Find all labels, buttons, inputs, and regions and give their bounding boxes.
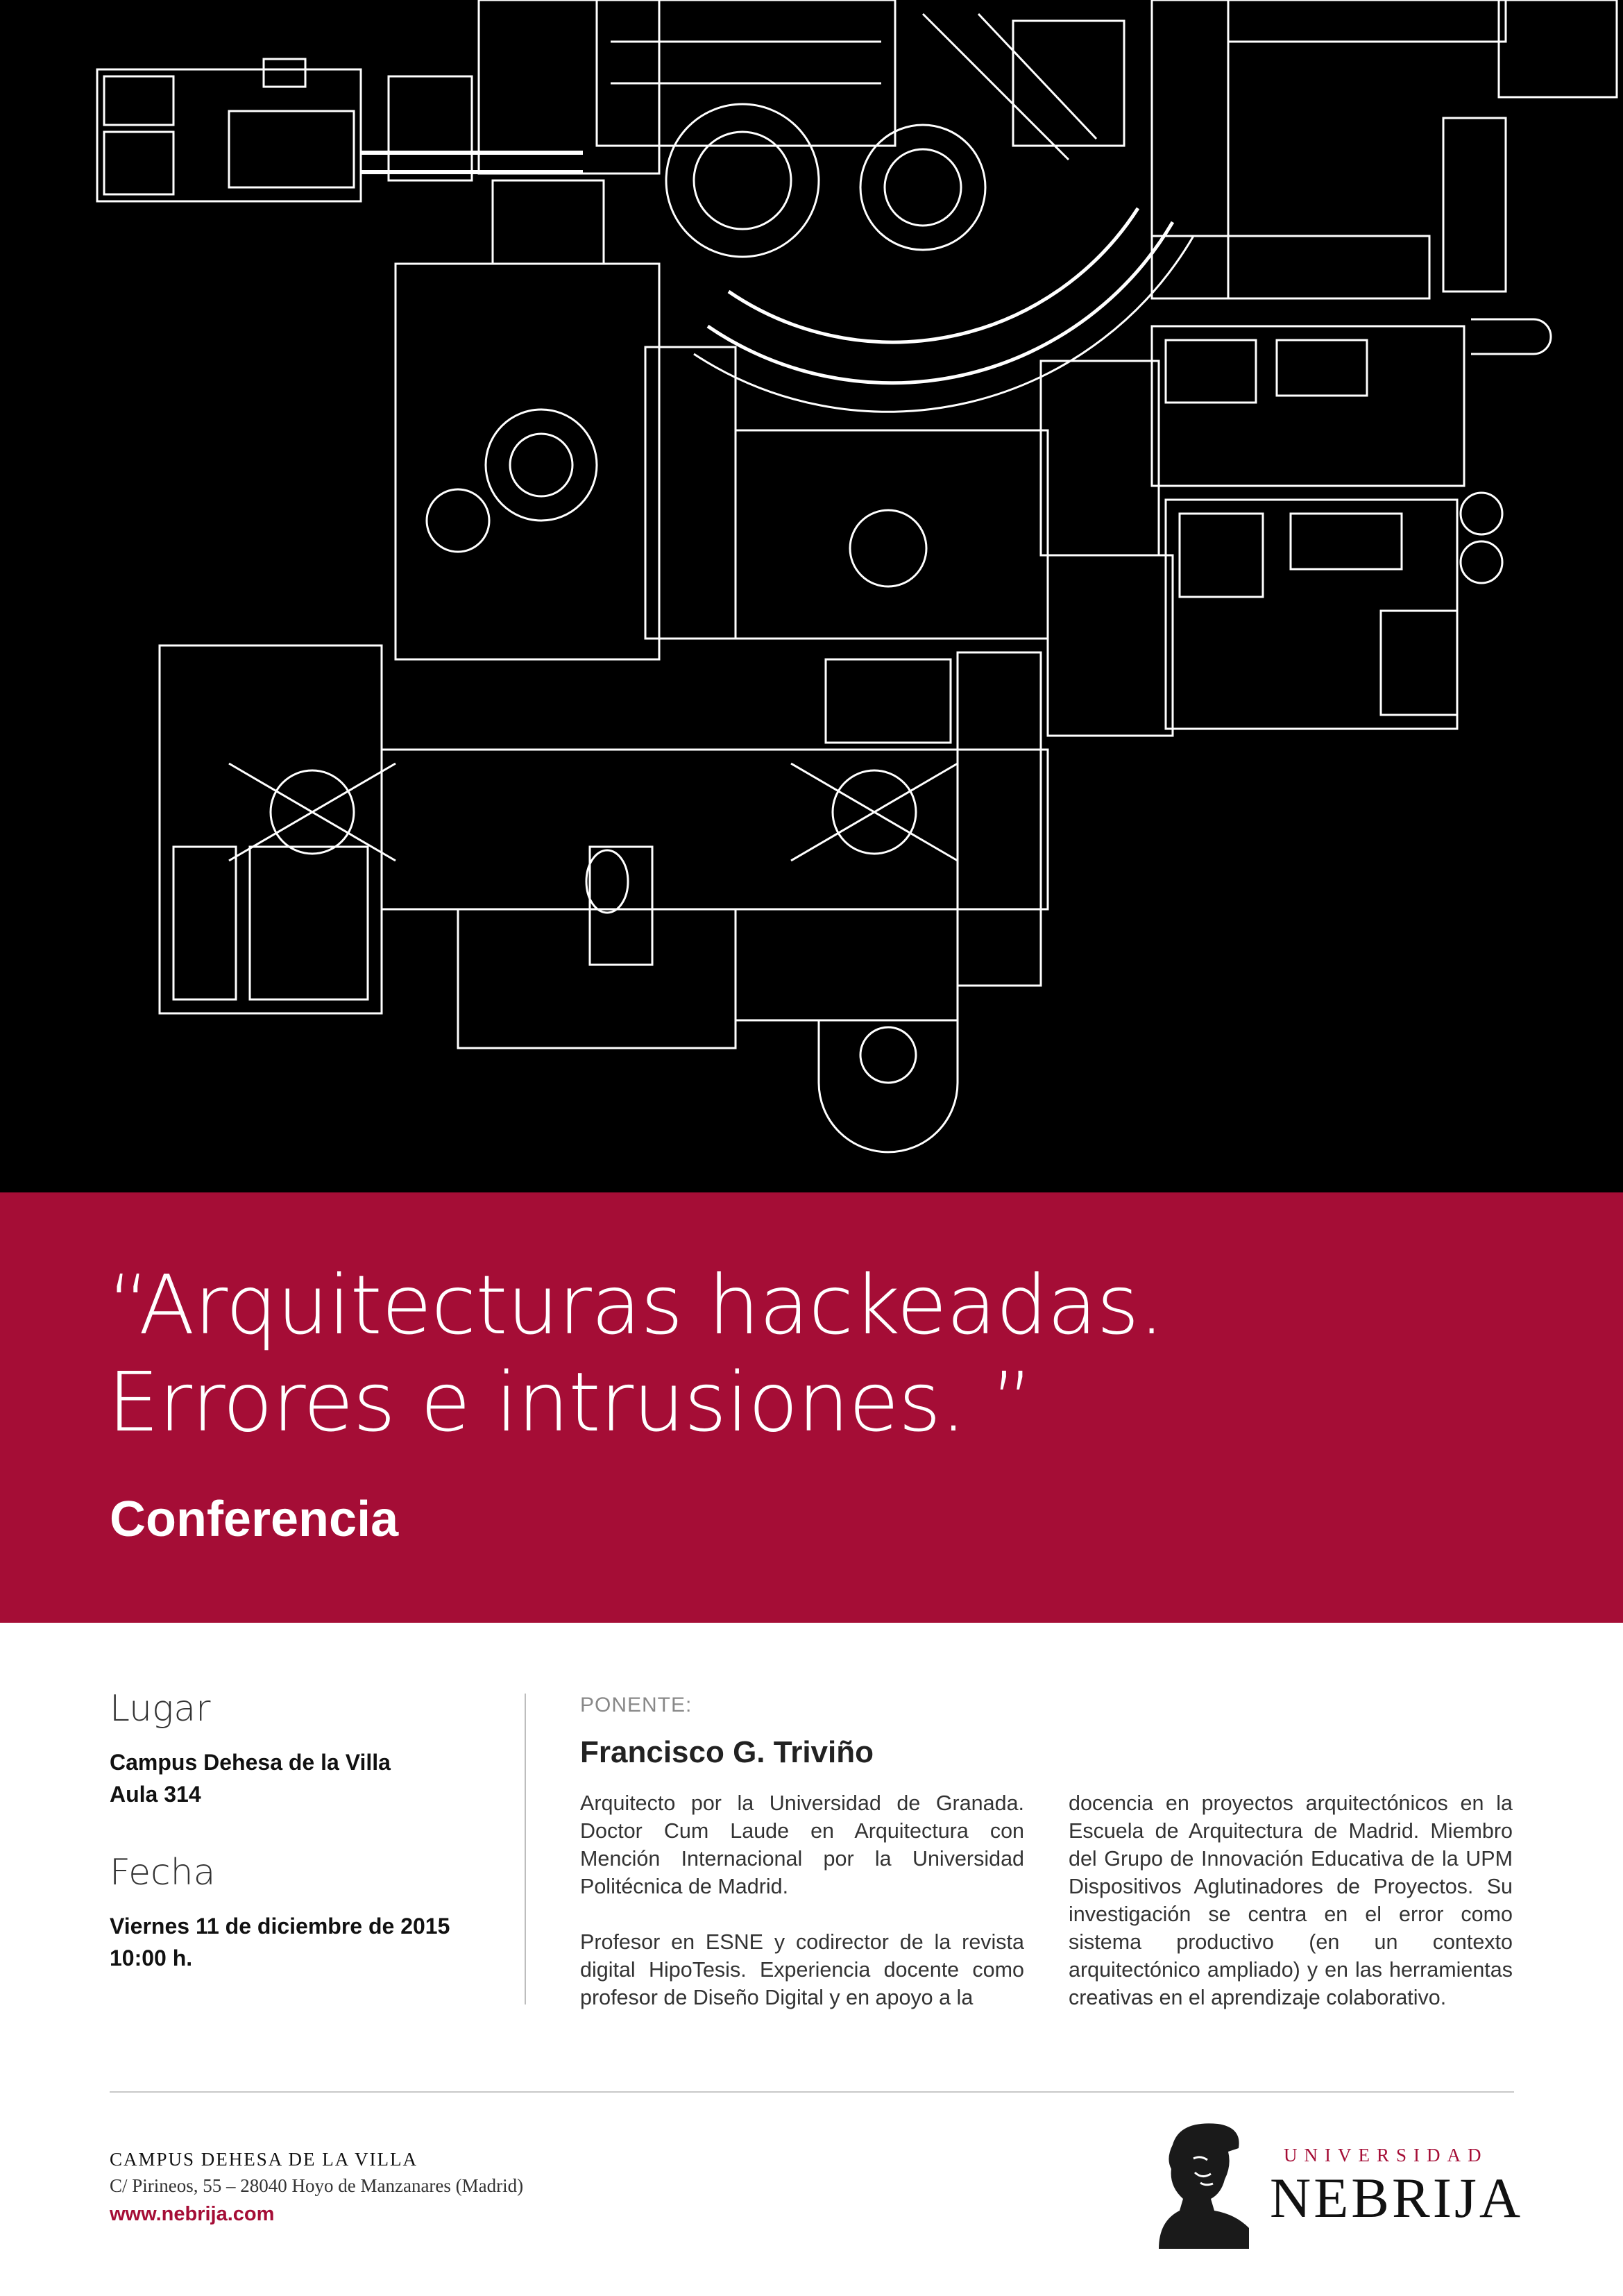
plan-apse [819, 1020, 958, 1152]
plan-rotunda [860, 125, 985, 250]
plan-room-block [396, 264, 659, 659]
logo-nebrija: NEBRIJA [1270, 2166, 1524, 2229]
footer-address: C/ Pirineos, 55 – 28040 Hoyo de Manzanares (Madrid) [110, 2175, 524, 2196]
event-details [110, 1688, 498, 1974]
plan-room-block [173, 847, 236, 999]
plan-room-block [826, 659, 951, 743]
plan-rotunda [427, 489, 489, 552]
plan-wall [978, 14, 1096, 139]
plan-room-block [264, 59, 305, 87]
plan-room-block [382, 750, 1048, 909]
ponente-label: PONENTE: [580, 1694, 692, 1716]
plan-room-block [1381, 611, 1457, 715]
plan-room-block [1228, 0, 1506, 42]
plan-room-block [104, 76, 173, 125]
speaker-bio-column-1 [580, 1789, 1024, 2039]
plan-room-block [458, 909, 736, 1048]
bio-paragraph: Arquitecto por la Universidad de Granada. Doctor Cum Laude en Arquitectura con Mención Internacional por la Universidad Politécnica de Madrid. [580, 1791, 1024, 1898]
plan-room-block [160, 645, 382, 1013]
plan-arc-gallery [729, 208, 1138, 342]
speaker-name: Francisco G. Triviño [580, 1735, 874, 1769]
plan-rotunda [666, 104, 819, 257]
plan-room-block [389, 76, 472, 180]
plan-room-block [597, 0, 895, 146]
plan-rotunda [510, 434, 572, 496]
plan-rotunda [1461, 493, 1502, 534]
plan-room-block [1499, 0, 1617, 97]
lugar-line-2: Aula 314 [110, 1782, 201, 1807]
plan-room-block [1048, 555, 1173, 736]
event-title [108, 1256, 1530, 1451]
plan-room-block [1166, 340, 1256, 403]
plan-rotunda [1461, 541, 1502, 583]
fecha-line-2: 10:00 h. [110, 1945, 193, 1970]
plan-room-block [104, 132, 173, 194]
logo-universidad: UNIVERSIDAD [1284, 2145, 1488, 2166]
fecha-heading: Fecha [110, 1852, 216, 1893]
plan-room-block [1443, 118, 1506, 292]
plan-room-block [1152, 326, 1464, 486]
plan-room-block [1277, 340, 1367, 396]
event-type: Conferencia [110, 1492, 399, 1547]
plan-room-block [736, 909, 958, 1020]
lugar-line-1: Campus Dehesa de la Villa [110, 1750, 391, 1775]
plan-room-block [1152, 0, 1228, 298]
plan-rotunda [486, 410, 597, 521]
title-line-2: Errores e intrusiones. ” [108, 1354, 1033, 1450]
footer-website-link[interactable]: www.nebrija.com [110, 2203, 275, 2225]
plan-room-block [479, 0, 659, 174]
plan-room-block [1152, 236, 1429, 298]
fecha-line-1: Viernes 11 de diciembre de 2015 [110, 1914, 450, 1939]
plan-room-block [1013, 21, 1124, 146]
plan-rotunda [885, 149, 961, 226]
plan-room-block [1180, 514, 1263, 597]
plan-room-block [1166, 500, 1457, 729]
plan-arc-gallery [708, 222, 1173, 383]
nebrija-portrait-icon [1152, 2117, 1256, 2252]
plan-arc-gallery [694, 236, 1193, 412]
column-divider [525, 1694, 526, 2004]
plan-room-block [229, 111, 354, 187]
plan-room-block [250, 847, 368, 999]
plan-room-block [493, 180, 604, 264]
footer-divider [110, 2091, 1514, 2093]
lugar-heading: Lugar [110, 1688, 211, 1730]
plan-rotunda [586, 850, 628, 913]
plan-room-block [1291, 514, 1402, 569]
plan-rotunda [850, 510, 926, 586]
plan-rotunda [860, 1027, 916, 1083]
speaker-bio-column-2 [1069, 1789, 1513, 2039]
plan-room-block [736, 430, 1048, 639]
plan-room-block [1041, 361, 1159, 555]
bio-paragraph: docencia en proyectos arquitectónicos en la Escuela de Arquitectura de Madrid. Miembro del Grupo de Innovación Educativa de la UPM Dispositivos Aglutinadores de Proyectos. Su investigación se centra en el error como sistema productivo (en un contexto arquitectónico ampliado) y en las herramientas creativas en el aprendizaje colaborativo. [1069, 1791, 1513, 2009]
footer-campus: CAMPUS DEHESA DE LA VILLA [110, 2149, 418, 2170]
plan-room-block [1471, 319, 1551, 354]
title-line-1: “Arquitecturas hackeadas. [108, 1257, 1164, 1353]
bio-paragraph: Profesor en ESNE y codirector de la revista digital HipoTesis. Experiencia docente como profesor de Diseño Digital y en apoyo a la [580, 1930, 1024, 2009]
plan-room-block [958, 652, 1041, 986]
